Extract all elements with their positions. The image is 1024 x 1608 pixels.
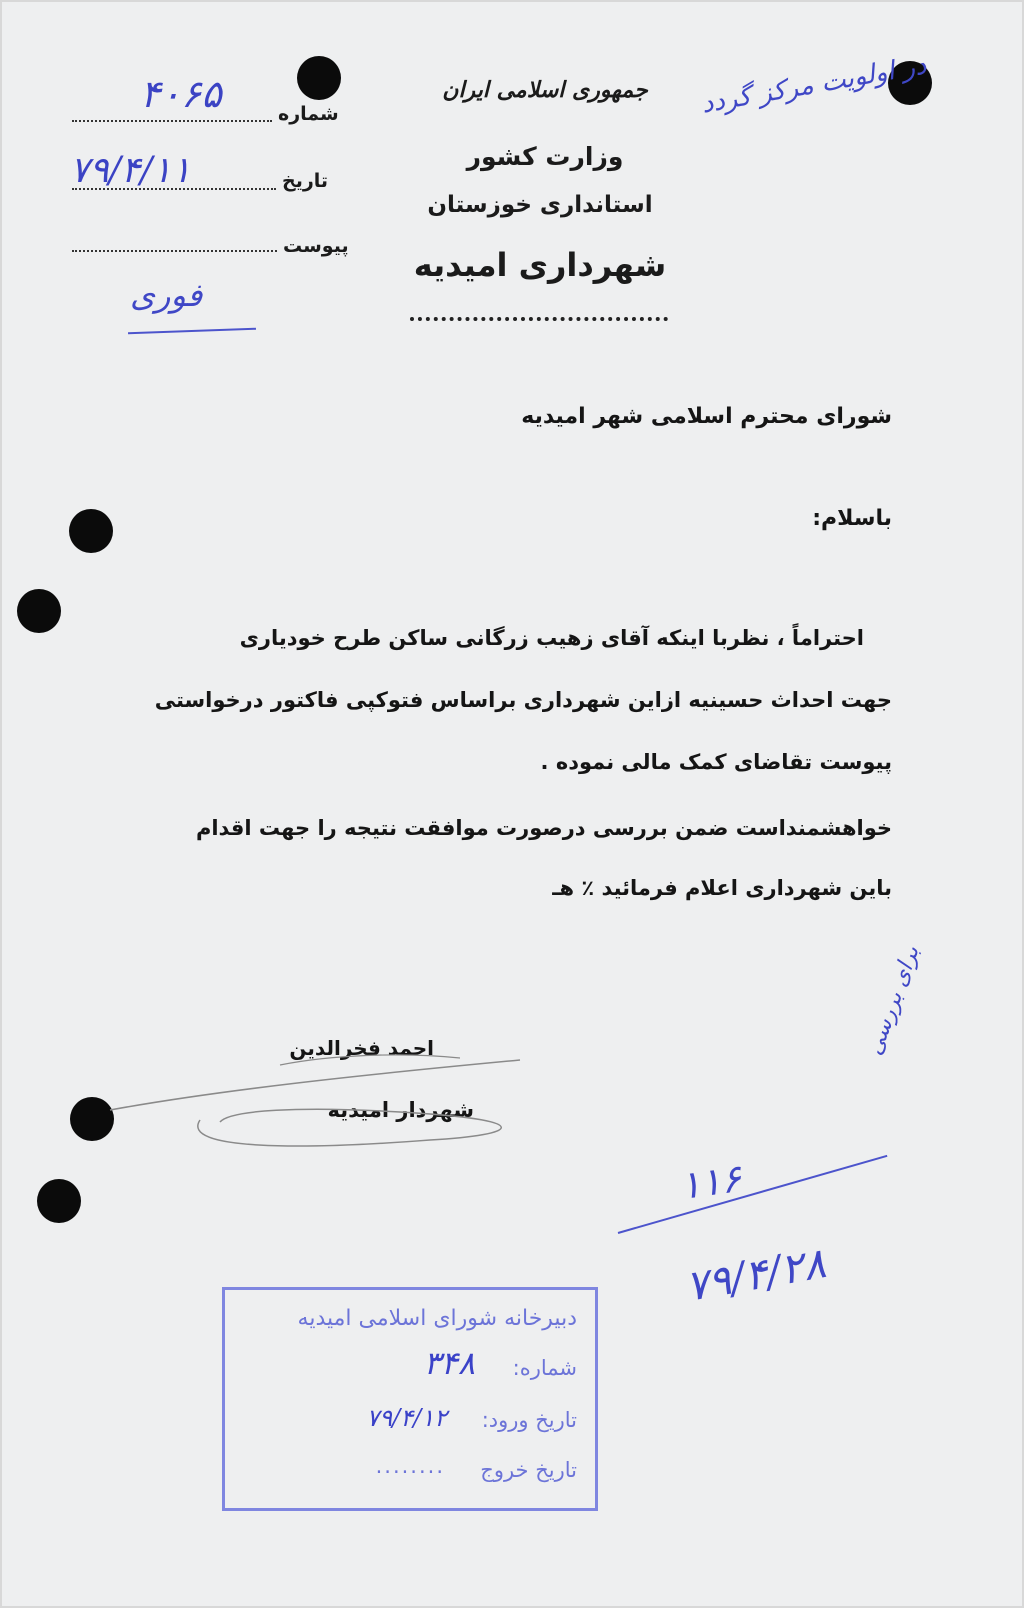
stamp-title: دبیرخانه شورای اسلامی امیدیه <box>297 1306 577 1331</box>
letterhead-line-1: جمهوری اسلامی ایران <box>442 78 648 103</box>
registration-stamp <box>222 1287 598 1511</box>
body-line-5: باین شهرداری اعلام فرمائید ٪ هـ <box>552 876 892 900</box>
signature-title: شهردار امیدیه <box>327 1098 474 1122</box>
handwritten-underline <box>618 1155 888 1234</box>
number-label: شماره <box>278 103 339 125</box>
stamp-exit-label: تاریخ خروج <box>480 1458 577 1482</box>
handwritten-date: ۷۹/۴/۲۸ <box>681 1238 830 1311</box>
side-note: برای بررسی <box>862 942 925 1059</box>
stamp-exit-dots: ........ <box>375 1454 445 1478</box>
body-line-4: خواهشمنداست ضمن بررسی درصورت موافقت نتیجه را جهت اقدام <box>195 816 892 840</box>
letterhead-line-3: استانداری خوزستان <box>427 192 653 218</box>
urgent-underline <box>128 328 256 334</box>
greeting: باسلام: <box>812 506 892 531</box>
attachment-label: پیوست <box>283 235 349 257</box>
punch-hole <box>69 509 113 553</box>
number-value: ۴۰۶۵ <box>140 72 222 116</box>
letterhead-line-4: شهرداری امیدیه <box>413 246 667 284</box>
stamp-number-label: شماره: <box>512 1356 577 1380</box>
punch-hole <box>297 56 341 100</box>
punch-hole <box>37 1179 81 1223</box>
signature-name: احمد فخرالدین <box>289 1036 434 1060</box>
date-label: تاریخ <box>282 170 329 192</box>
addressee: شورای محترم اسلامی شهر امیدیه <box>521 404 892 429</box>
handwritten-number: ۱۱۶ <box>677 1155 744 1209</box>
letterhead-divider <box>410 317 668 321</box>
stamp-number-value: ۳۴۸ <box>423 1344 475 1382</box>
punch-hole <box>17 589 61 633</box>
urgent-note: فوری <box>130 276 203 314</box>
body-line-3: پیوست تقاضای کمک مالی نموده . <box>540 750 892 774</box>
date-value: ۷۹/۴/۱۱ <box>70 150 191 191</box>
body-line-2: جهت احداث حسینیه ازاین شهرداری براساس فتوکپی فاکتور درخواستی <box>154 688 892 712</box>
stamp-entry-label: تاریخ ورود: <box>481 1408 577 1432</box>
signature-scribble <box>100 1040 580 1160</box>
top-right-note: در اولویت مرکز گردد <box>699 50 929 120</box>
letterhead-line-2: وزارت کشور <box>466 142 624 171</box>
number-underline <box>72 120 272 122</box>
attachment-underline <box>72 250 277 252</box>
stamp-entry-value: ۷۹/۴/۱۲ <box>366 1404 447 1432</box>
body-line-1: احتراماً ، نظربا اینکه آقای زهیب زرگانی ساکن طرح خودیاری <box>239 626 864 650</box>
